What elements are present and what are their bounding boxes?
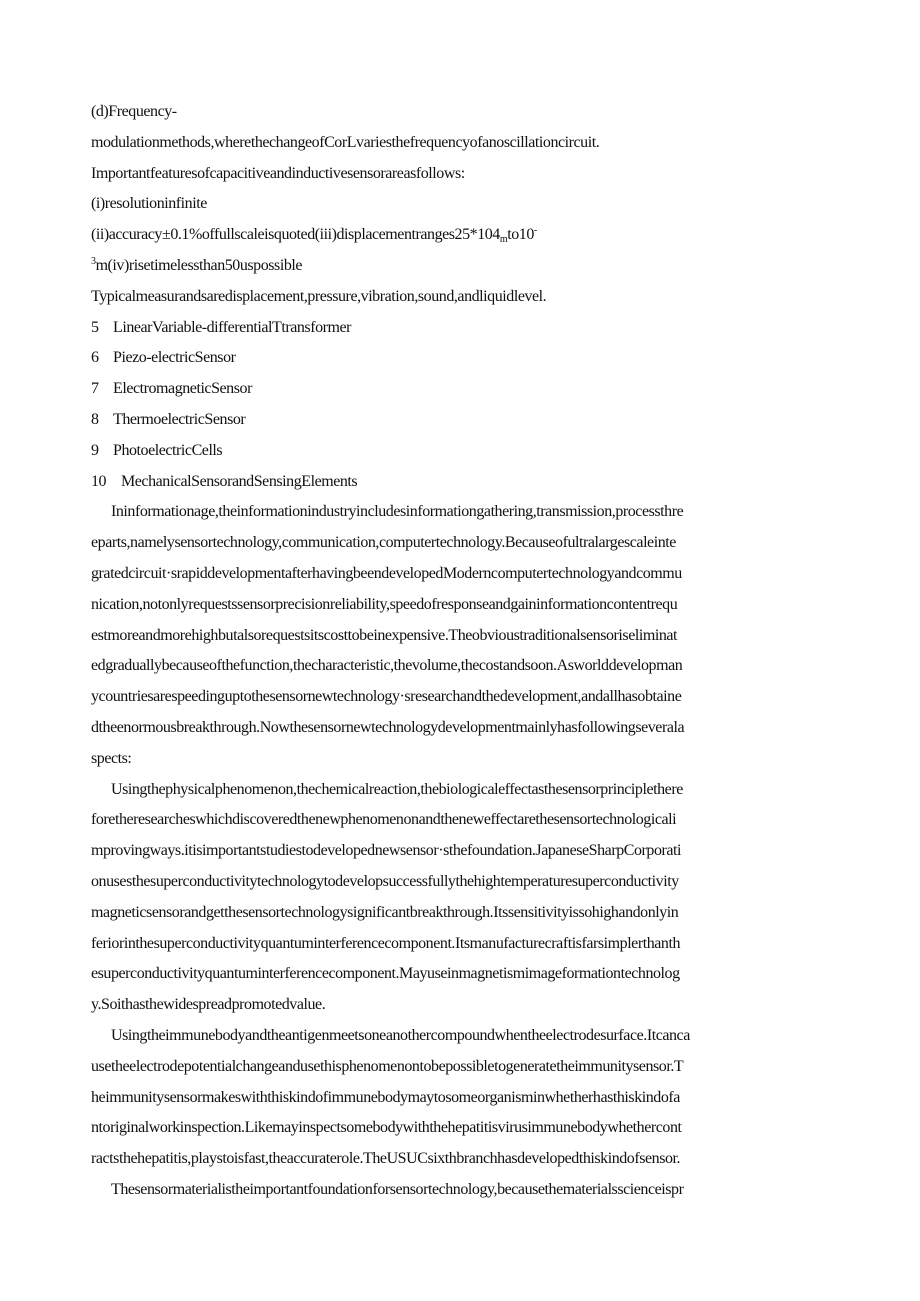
paragraph-line: ntoriginalworkinspection.Likemayinspectsomebodywiththehepatitisvirusimmunebodywhethercont [91, 1119, 682, 1137]
text-run: to10 [507, 226, 534, 244]
paragraph-line: Usingthephysicalphenomenon,thechemicalreaction,thebiologicaleffectasthesensorprinciplethere [111, 780, 683, 798]
paragraph-line: ractsthehepatitis,playstoisfast,theaccuraterole.TheUSUCsixthbranchhasdevelopedthiskindofsensor. [91, 1150, 681, 1168]
text-line: Typicalmeasurandsaredisplacement,pressure,vibration,sound,andliquidlevel. [91, 287, 547, 305]
paragraph-line: Usingtheimmunebodyandtheantigenmeetsoneanothercompoundwhentheelectrodesurface.Itcanca [111, 1026, 690, 1044]
section-heading [91, 467, 831, 498]
paragraph [91, 1021, 831, 1175]
paragraph-line: Thesensormaterialistheimportantfoundationforsensortechnology,becausethematerialsscienceispr [111, 1180, 684, 1198]
paragraph-line: spects: [91, 749, 132, 767]
text-line [91, 251, 831, 282]
section-title: MechanicalSensorandSensingElements [121, 472, 358, 490]
text-run: (ii)accuracy±0.1%offullscaleisquoted(iii)displacementranges25*104 [91, 226, 500, 244]
paragraph-line: eparts,namelysensortechnology,communication,computertechnology.Becauseofultralargescaleinte [91, 534, 676, 552]
paragraph-line: edgraduallybecauseofthefunction,thecharacteristic,thevolume,thecostandsoon.Asworlddevelopman [91, 657, 683, 675]
section-number: 8 [91, 410, 99, 428]
section-heading [91, 405, 831, 436]
paragraph-line: magneticsensorandgetthesensortechnologysignificantbreakthrough.Itssensitivityissohighandonlyin [91, 903, 679, 921]
paragraph-line: foretheresearcheswhichdiscoveredthenewphenomenonandtheneweffectarethesensortechnologicali [91, 811, 677, 829]
text-line: (d)Frequency- [91, 103, 177, 120]
paragraph-line: feriorinthesuperconductivityquantuminterferencecomponent.Itsmanufacturecraftisfarsimplerthanth [91, 934, 681, 952]
paragraph [91, 1175, 831, 1206]
paragraph [91, 497, 831, 774]
paragraph [91, 775, 831, 1021]
paragraph-line: heimmunitysensormakeswiththiskindofimmunebodymaytosomeorganisminwhetherhasthiskindofa [91, 1088, 680, 1106]
paragraph-line: gratedcircuit·srapiddevelopmentafterhavingbeendevelopedModerncomputertechnologyandcommu [91, 564, 682, 582]
paragraph-line: esuperconductivityquantuminterferencecomponent.Mayuseinmagnetismimageformationtechnolog [91, 965, 680, 983]
section-title: LinearVariable-differentialTtransformer [113, 318, 352, 336]
section-number: 7 [91, 380, 99, 398]
section-number: 5 [91, 318, 99, 336]
document-page [91, 97, 831, 1206]
section-title: PhotoelectricCells [113, 441, 223, 459]
unit-subscript: m [499, 234, 508, 246]
text-line: modulationmethods,wherethechangeofCorLvariesthefrequencyofanoscillationcircuit. [91, 133, 600, 151]
section-number: 6 [91, 349, 99, 367]
paragraph-line: onusesthesuperconductivitytechnologytodevelopsuccessfullythehightemperaturesuperconductivity [91, 872, 679, 890]
paragraph-line: ycountriesarespeedinguptothesensornewtechnology·sresearchandthedevelopment,andallhasobtaine [91, 688, 682, 706]
section-title: ThermoelectricSensor [113, 410, 246, 428]
section-title: ElectromagneticSensor [113, 380, 252, 398]
section-heading [91, 436, 831, 467]
section-heading [91, 374, 831, 405]
text-line [91, 220, 831, 251]
section-heading [91, 313, 831, 344]
exponent-superscript: - [533, 225, 537, 237]
paragraph-line: estmoreandmorehighbutalsorequestsitscosttobeinexpensive.Theobvioustraditionalsensoriseliminat [91, 626, 678, 644]
exponent-superscript: 3 [91, 255, 96, 267]
section-heading [91, 343, 831, 374]
section-number: 9 [91, 441, 99, 459]
paragraph-line: y.Soithasthewidespreadpromotedvalue. [91, 996, 326, 1014]
paragraph-line: usetheelectrodepotentialchangeandusethisphenomenontobepossibletogeneratetheimmunitysensor.T [91, 1057, 684, 1075]
text-line: Importantfeaturesofcapacitiveandinductivesensorareasfollows: [91, 164, 465, 182]
paragraph-line: nication,notonlyrequestssensorprecisionreliability,speedofresponseandgaininformationcontentrequ [91, 595, 678, 613]
paragraph-line: Ininformationage,theinformationindustryincludesinformationgathering,transmission,processthre [111, 503, 684, 521]
text-run: m(iv)risetimelessthan50uspossible [95, 256, 303, 274]
text-line: (i)resolutioninfinite [91, 195, 207, 213]
section-number: 10 [91, 472, 107, 490]
paragraph-line: mprovingways.itisimportantstudiestodevelopednewsensor·sthefoundation.JapaneseSharpCorporati [91, 842, 682, 860]
paragraph-line: dtheenormousbreakthrough.Nowthesensornewtechnologydevelopmentmainlyhasfollowingseverala [91, 718, 685, 736]
section-title: Piezo-electricSensor [113, 349, 236, 367]
